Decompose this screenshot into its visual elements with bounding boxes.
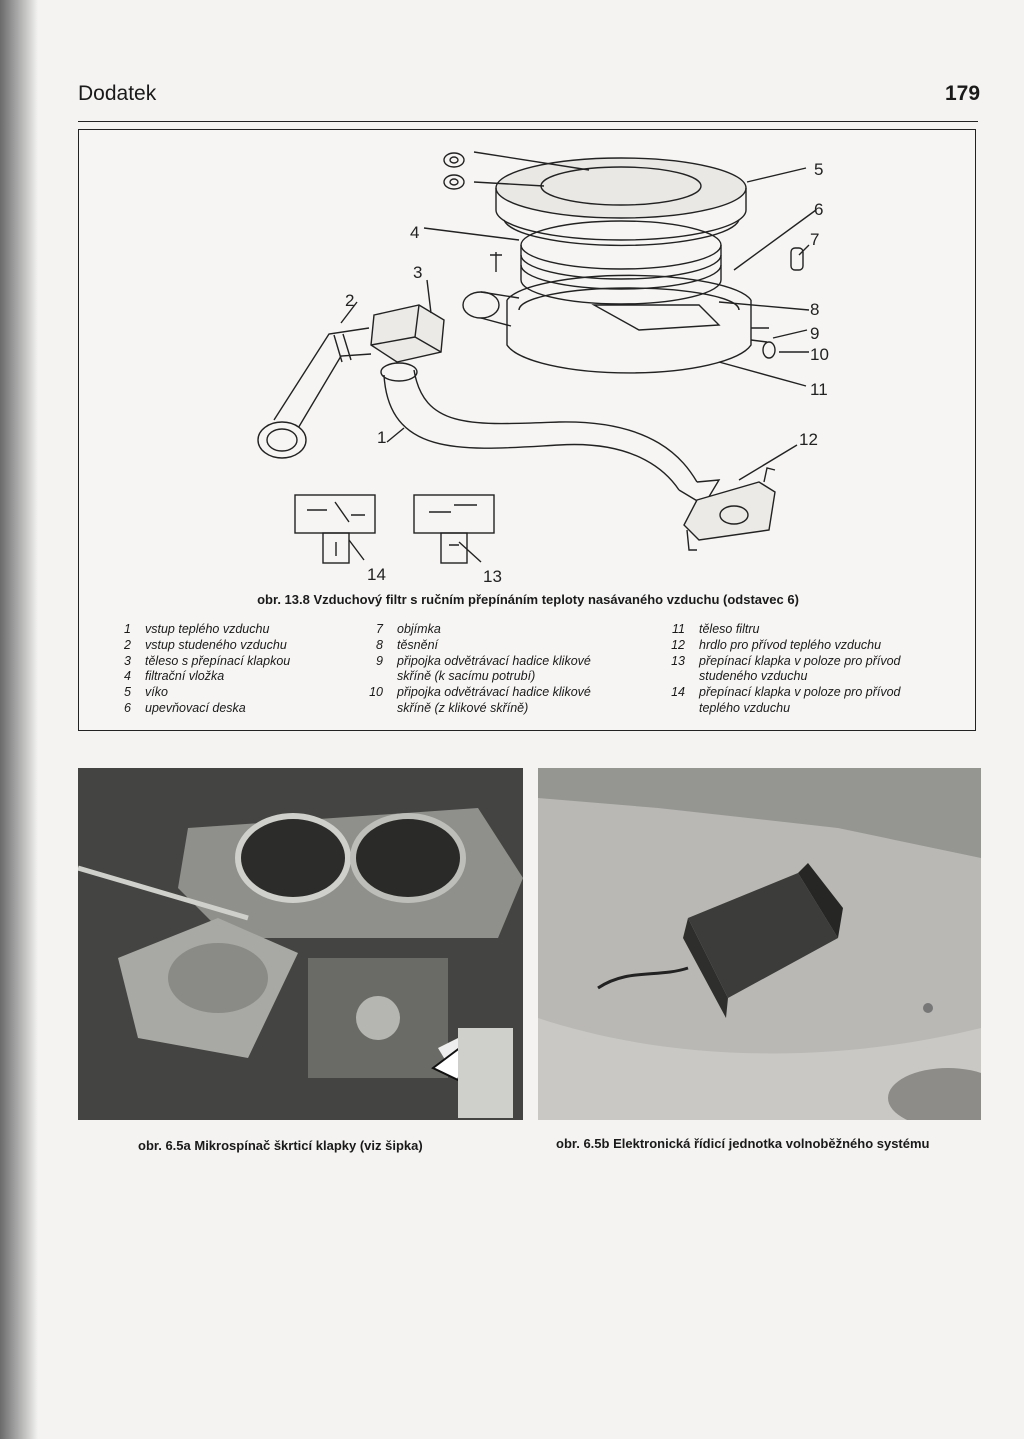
callout-14: 14 xyxy=(367,565,386,584)
photo-caption-6-5b: obr. 6.5b Elektronická řídicí jednotka volnoběžného systému xyxy=(556,1136,930,1151)
figure-13-8 xyxy=(78,129,976,731)
callout-3: 3 xyxy=(413,263,423,282)
callout-5: 5 xyxy=(814,160,824,179)
header-rule xyxy=(78,121,978,122)
legend-column-2 xyxy=(361,622,591,717)
legend-column-3 xyxy=(663,622,901,717)
legend-item: 14 přepínací klapka v poloze pro přívod xyxy=(671,685,901,700)
callout-7: 7 xyxy=(810,230,820,249)
callout-10: 10 xyxy=(810,345,829,364)
legend-item: 13 přepínací klapka v poloze pro přívod xyxy=(671,653,901,668)
callout-4: 4 xyxy=(410,223,420,242)
page-number: 179 xyxy=(945,82,981,105)
legend-item: teplého vzduchu xyxy=(699,700,791,715)
callout-11: 11 xyxy=(810,380,828,399)
photo-throttle-microswitch xyxy=(78,768,523,1120)
legend-item: 4 filtrační vložka xyxy=(124,669,225,684)
callout-12: 12 xyxy=(799,430,818,449)
legend-item: 9 připojka odvětrávací hadice klikové xyxy=(376,653,591,668)
legend-item: 7 objímka xyxy=(376,622,441,636)
legend-item: 3 těleso s přepínací klapkou xyxy=(124,653,291,668)
callout-8: 8 xyxy=(810,300,820,319)
photo-idle-control-unit xyxy=(538,768,981,1120)
legend-item: 11 těleso filtru xyxy=(672,622,760,636)
legend-item: skříně (z klikové skříně) xyxy=(397,700,529,715)
callout-1: 1 xyxy=(377,428,387,447)
legend-column-1 xyxy=(109,622,290,717)
photo-caption-6-5a: obr. 6.5a Mikrospínač škrticí klapky (viz šipka) xyxy=(138,1138,423,1153)
legend-item: 12 hrdlo pro přívod teplého vzduchu xyxy=(671,637,882,652)
legend-item: 6 upevňovací deska xyxy=(124,700,246,715)
running-header: Dodatek xyxy=(78,82,157,105)
book-spine-shadow xyxy=(0,0,38,1439)
legend-item: 8 těsnění xyxy=(376,637,439,652)
callout-2: 2 xyxy=(345,291,355,310)
callout-6: 6 xyxy=(814,200,824,219)
legend-item: skříně (k sacímu potrubí) xyxy=(397,669,536,684)
callout-9: 9 xyxy=(810,324,820,343)
legend-item: 5 víko xyxy=(124,685,168,700)
legend-item: studeného vzduchu xyxy=(699,669,808,684)
figure-caption: obr. 13.8 Vzduchový filtr s ručním přepínáním teploty nasávaného vzduchu (odstavec 6) xyxy=(257,592,799,607)
legend-item: 10 připojka odvětrávací hadice klikové xyxy=(369,685,591,700)
legend-item: 2 vstup studeného vzduchu xyxy=(124,637,287,652)
legend-item: 1 vstup teplého vzduchu xyxy=(124,622,270,636)
callout-13: 13 xyxy=(483,567,502,586)
